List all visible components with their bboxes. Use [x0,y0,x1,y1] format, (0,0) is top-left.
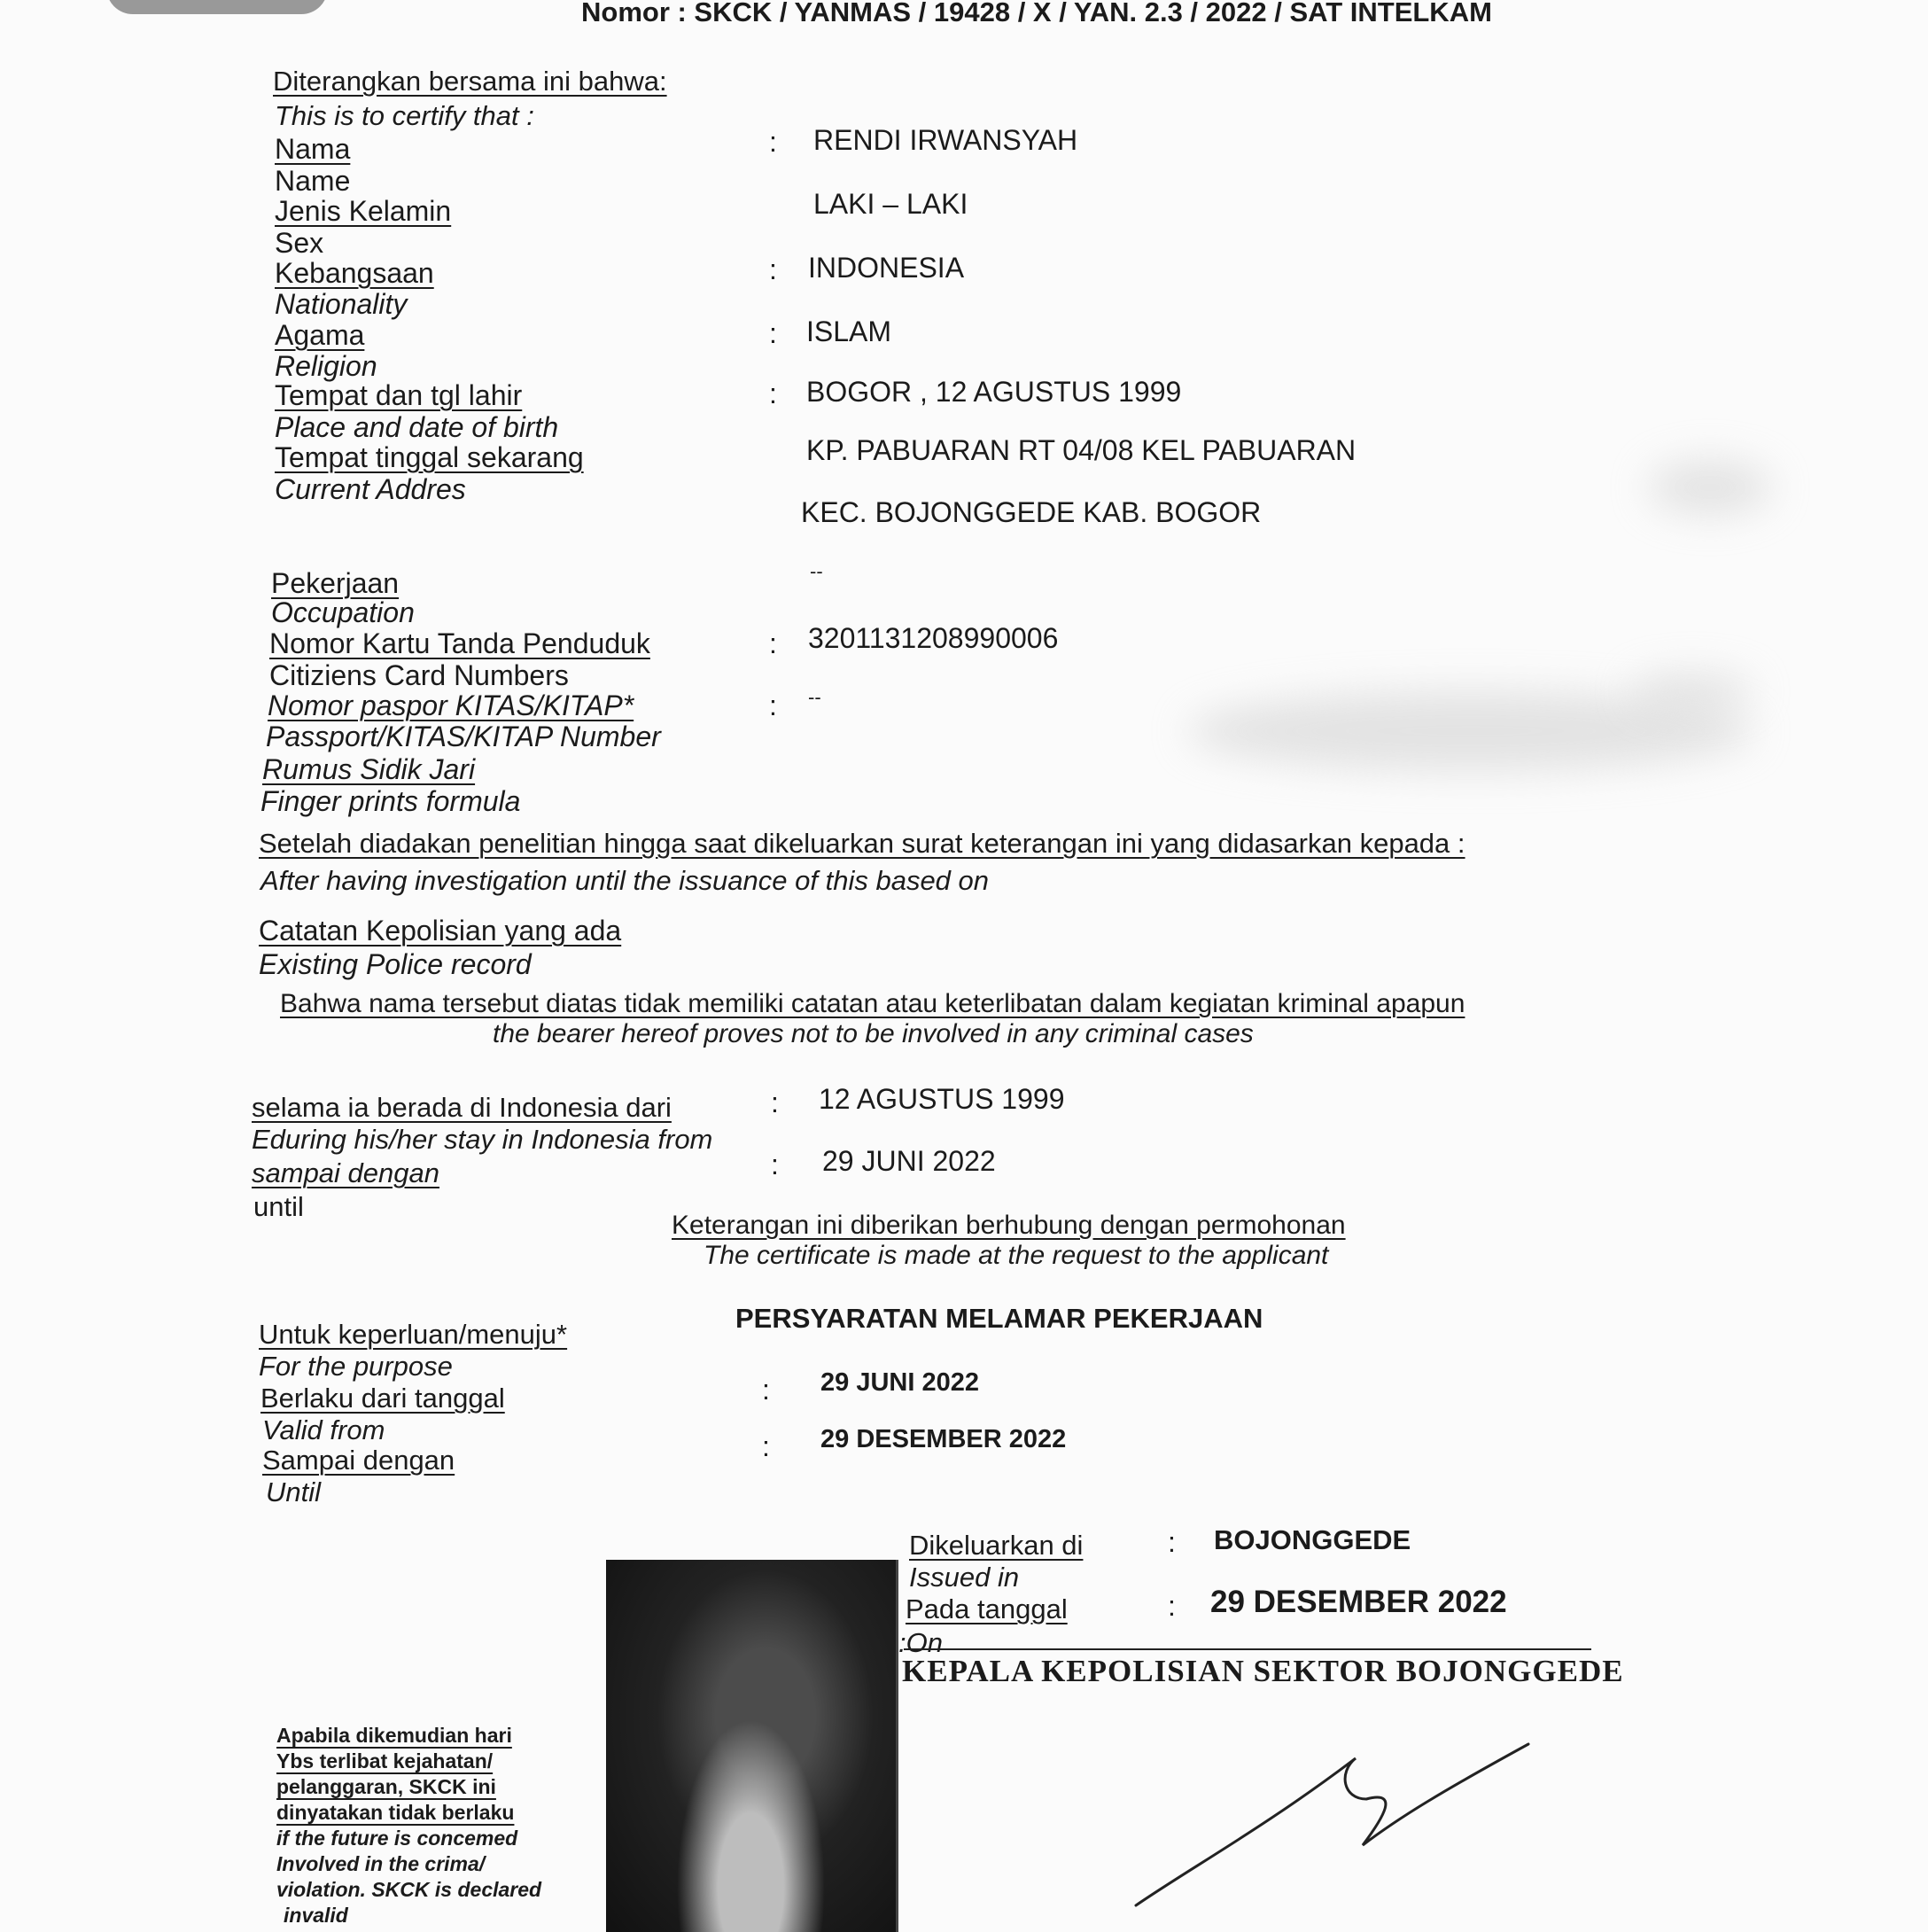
intro-en: This is to certify that : [275,100,534,131]
value-nationality: INDONESIA [808,252,965,284]
label-tempat-tgl-lahir: Tempat dan tgl lahir [275,379,523,411]
label-pekerjaan: Pekerjaan [271,567,400,599]
purpose-label-en: For the purpose [259,1351,453,1382]
colon: : [762,1374,770,1406]
colon: : [1168,1526,1176,1558]
label-nama: Nama [275,133,351,165]
value-name: RENDI IRWANSYAH [813,124,1078,156]
colon: : [769,253,777,285]
colon: : [769,627,777,659]
colon: : [771,1149,779,1180]
scan-edge-artifact [106,0,328,14]
police-record-id: Catatan Kepolisian yang ada [259,915,622,947]
value-nik: 3201131208990006 [808,622,1059,654]
colon: : [762,1430,770,1462]
statement-en: the bearer hereof proves not to be involved in any criminal cases [493,1019,1254,1048]
valid-until-label-en: Until [266,1476,322,1507]
label-fingerprint-en: Finger prints formula [260,785,521,817]
issued-on-label-id: Pada tanggal [906,1593,1068,1624]
label-kebangsaan: Kebangsaan [275,257,434,289]
label-birth-en: Place and date of birth [275,411,559,443]
issued-in-value: BOJONGGEDE [1214,1524,1411,1555]
notice-line: pelanggaran, SKCK ini [276,1775,496,1798]
value-birth: BOGOR , 12 AGUSTUS 1999 [806,376,1182,408]
value-sex: LAKI – LAKI [813,188,968,220]
intro-id: Diterangkan bersama ini bahwa: [273,66,667,97]
valid-until-label-id: Sampai dengan [262,1445,455,1476]
scan-smudge [1648,461,1772,514]
label-rumus-sidik-jari: Rumus Sidik Jari [262,753,476,785]
scan-smudge [1630,674,1754,709]
signature [1134,1737,1542,1914]
colon: : [769,689,777,721]
label-sex-en: Sex [275,227,324,259]
colon: : [769,378,777,409]
valid-from-label-id: Berlaku dari tanggal [260,1383,505,1414]
label-name-en: Name [275,165,351,197]
value-passport: -- [808,686,821,708]
request-en: The certificate is made at the request to the applicant [704,1241,1329,1270]
stay-until-label-en: until [253,1191,304,1222]
applicant-photo [606,1560,898,1932]
value-occupation: -- [810,560,823,582]
label-agama: Agama [275,319,365,351]
label-nik: Nomor Kartu Tanda Penduduk [269,627,650,659]
colon: : [771,1087,779,1118]
purpose-label-id: Untuk keperluan/menuju* [259,1319,568,1350]
stay-from-label-en: Eduring his/her stay in Indonesia from [252,1124,713,1155]
invalidity-notice [276,1723,541,1928]
issued-in-label-en: Issued in [909,1562,1020,1593]
notice-line: dinyatakan tidak berlaku [276,1801,515,1824]
stay-until-value: 29 JUNI 2022 [822,1145,996,1177]
label-address-en: Current Addres [275,473,466,505]
notice-line: invalid [284,1904,348,1927]
issued-on-label-en: :On [898,1627,943,1658]
label-jenis-kelamin: Jenis Kelamin [275,195,452,227]
issued-divider [904,1648,1591,1650]
notice-line: Involved in the crima/ [276,1852,486,1875]
stay-until-label-id: sampai dengan [252,1157,439,1188]
value-religion: ISLAM [806,316,892,347]
label-citizen-card-en: Citiziens Card Numbers [269,659,569,691]
investigation-en: After having investigation until the issuance of this based on [260,865,990,896]
value-address-line2: KEC. BOJONGGEDE KAB. BOGOR [801,496,1262,528]
valid-from-value: 29 JUNI 2022 [820,1368,979,1397]
label-tempat-tinggal: Tempat tinggal sekarang [275,441,584,473]
notice-line: Apabila dikemudian hari [276,1724,512,1747]
notice-line: Ybs terlibat kejahatan/ [276,1749,494,1772]
notice-line: if the future is concemed [276,1827,518,1850]
statement-id: Bahwa nama tersebut diatas tidak memiliki catatan atau keterlibatan dalam kegiatan kriminal apapun [280,989,1465,1018]
stay-from-label-id: selama ia berada di Indonesia dari [252,1092,672,1123]
request-id: Keterangan ini diberikan berhubung dengan permohonan [672,1211,1346,1240]
police-record-en: Existing Police record [259,948,532,980]
value-address-line1: KP. PABUARAN RT 04/08 KEL PABUARAN [806,434,1357,466]
purpose-value: PERSYARATAN MELAMAR PEKERJAAN [735,1303,1263,1334]
investigation-id: Setelah diadakan penelitian hingga saat dikeluarkan surat keterangan ini yang didasarkan kepada : [259,828,1465,859]
notice-line: violation. SKCK is declared [276,1878,542,1901]
colon: : [769,126,777,158]
issuing-authority: KEPALA KEPOLISIAN SEKTOR BOJONGGEDE [902,1654,1624,1688]
label-occupation-en: Occupation [271,596,415,628]
label-paspor: Nomor paspor KITAS/KITAP* [268,689,634,721]
valid-from-label-en: Valid from [262,1414,385,1445]
label-nationality-en: Nationality [275,288,408,320]
label-religion-en: Religion [275,350,377,382]
document-number: Nomor : SKCK / YANMAS / 19428 / X / YAN. 2.3 / 2022 / SAT INTELKAM [581,0,1492,27]
stay-from-value: 12 AGUSTUS 1999 [819,1083,1065,1115]
colon: : [1168,1590,1176,1622]
valid-until-value: 29 DESEMBER 2022 [820,1425,1067,1453]
issued-in-label-id: Dikeluarkan di [909,1530,1084,1561]
issued-on-value: 29 DESEMBER 2022 [1210,1585,1507,1619]
label-passport-en: Passport/KITAS/KITAP Number [266,721,661,752]
colon: : [769,317,777,349]
